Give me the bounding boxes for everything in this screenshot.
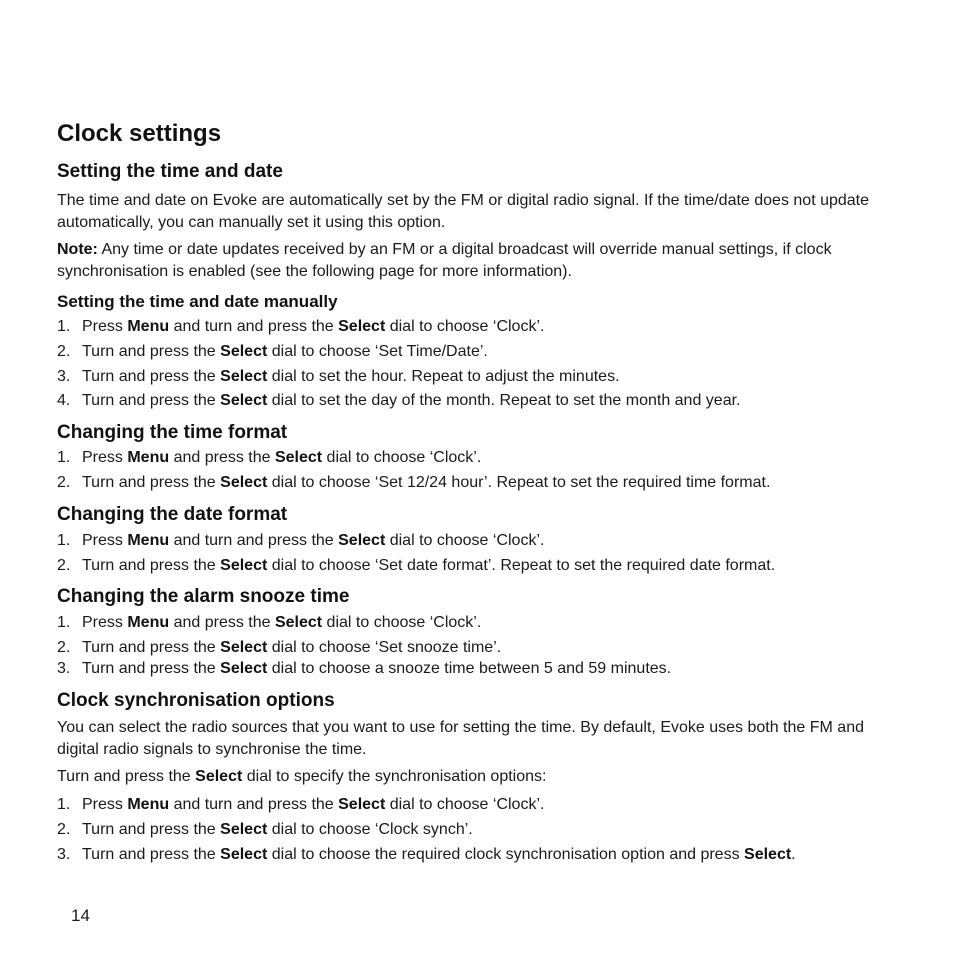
list-item: 1. Press Menu and press the Select dial to choose ‘Clock’. — [57, 614, 482, 631]
list-item: 1. Press Menu and press the Select dial to choose ‘Clock’. — [57, 449, 482, 466]
list-item: 4. Turn and press the Select dial to set the day of the month. Repeat to set the month and year. — [57, 392, 741, 409]
section-heading-synchronisation: Clock synchronisation options — [57, 690, 335, 711]
section-heading-date-format: Changing the date format — [57, 504, 288, 525]
page-title: Clock settings — [57, 120, 222, 147]
list-item: 2. Turn and press the Select dial to choose ‘Set 12/24 hour’. Repeat to set the required time format. — [57, 474, 771, 491]
paragraph-sync-instruction: Turn and press the Select dial to specify the synchronisation options: — [57, 768, 547, 785]
section-heading-time-format: Changing the time format — [57, 422, 288, 443]
paragraph-intro: The time and date on Evoke are automatically set by the FM or digital radio signal. If the time/date does not update automatically, you can manually set it using this option. — [57, 192, 870, 231]
note-paragraph — [57, 239, 892, 283]
section-heading-snooze: Changing the alarm snooze time — [57, 586, 350, 607]
list-item: 2. Turn and press the Select dial to choose ‘Clock synch’. — [57, 821, 473, 838]
paragraph-sync-intro: You can select the radio sources that you want to use for setting the time. By default, Evoke uses both the FM and digital radio signals to synchronise the time. — [57, 719, 864, 758]
list-item: 2. Turn and press the Select dial to choose ‘Set date format’. Repeat to set the required date format. — [57, 557, 776, 574]
list-item: 3. Turn and press the Select dial to choose a snooze time between 5 and 59 minutes. — [57, 660, 672, 677]
list-item: 1. Press Menu and turn and press the Select dial to choose ‘Clock’. — [57, 532, 545, 549]
list-item: 1. Press Menu and turn and press the Select dial to choose ‘Clock’. — [57, 318, 545, 335]
subheading-manual: Setting the time and date manually — [57, 292, 338, 311]
page-number: 14 — [71, 906, 90, 925]
list-item: 3. Turn and press the Select dial to set the hour. Repeat to adjust the minutes. — [57, 368, 620, 385]
list-item: 1. Press Menu and turn and press the Select dial to choose ‘Clock’. — [57, 796, 545, 813]
note-text: Any time or date updates received by an FM or a digital broadcast will override manual settings, if clock synchronisation is enabled (see the following page for more information). — [57, 241, 832, 280]
list-item: 2. Turn and press the Select dial to choose ‘Set snooze time’. — [57, 639, 502, 656]
list-item: 2. Turn and press the Select dial to choose ‘Set Time/Date’. — [57, 343, 488, 360]
section-heading-time-date: Setting the time and date — [57, 161, 283, 182]
list-item: 3. Turn and press the Select dial to choose the required clock synchronisation option and press Select. — [57, 846, 796, 863]
note-label: Note: — [57, 241, 98, 258]
